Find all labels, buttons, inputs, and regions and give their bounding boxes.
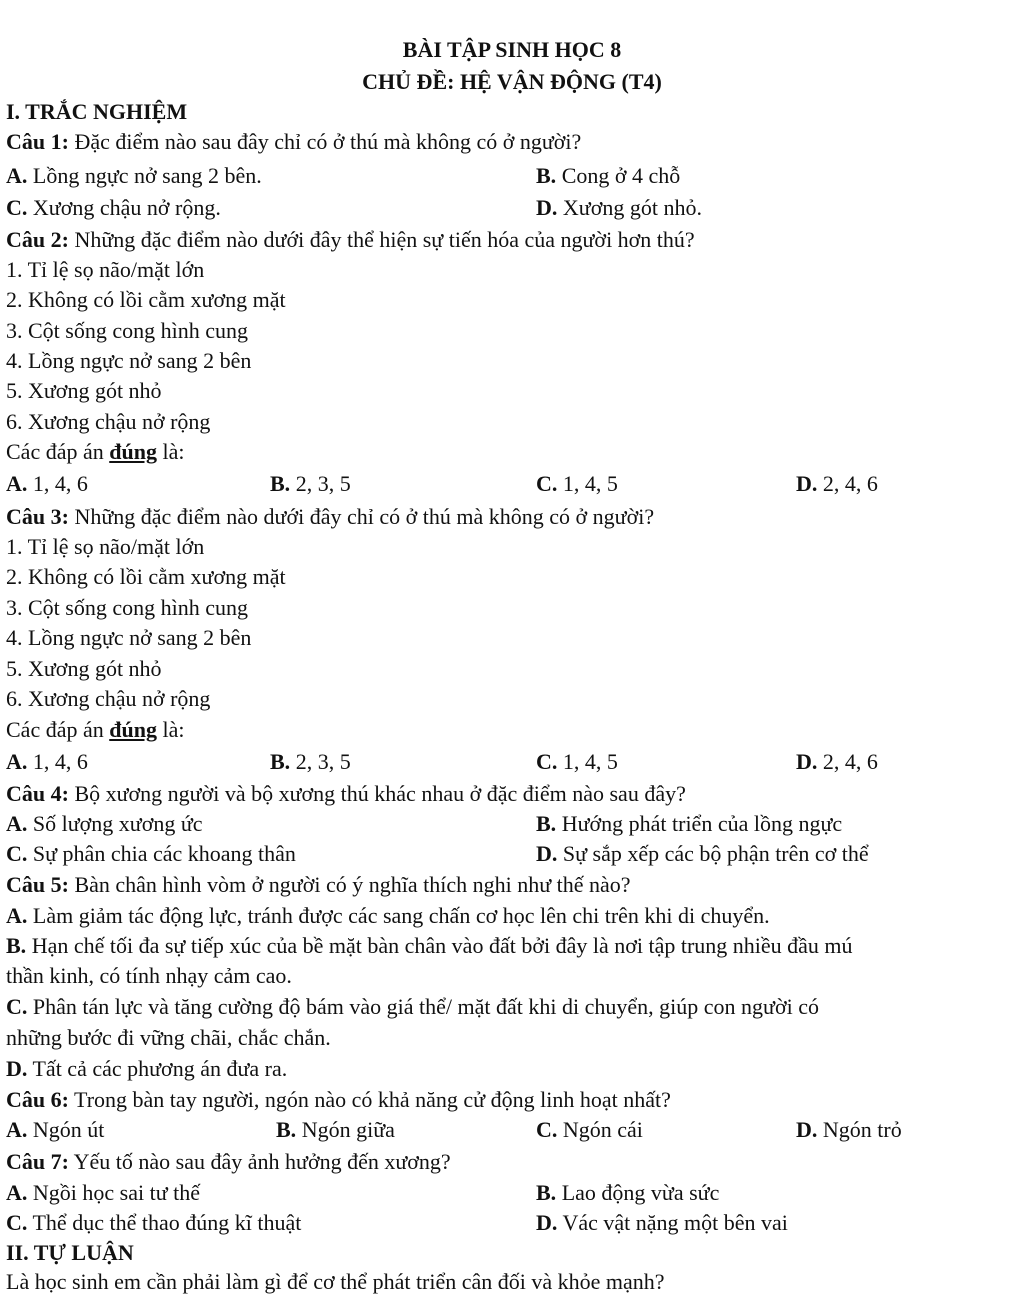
- option-d: D. 2, 4, 6: [796, 749, 878, 774]
- title-line-1: BÀI TẬP SINH HỌC 8: [402, 37, 622, 62]
- option-c-continued: những bước đi vững chãi, chắc chắn.: [6, 1025, 331, 1050]
- option-c: C. 1, 4, 5: [536, 471, 618, 496]
- option-a: A. Số lượng xương ức: [6, 811, 203, 836]
- option-b: B. 2, 3, 5: [270, 749, 351, 774]
- option-c: C. Phân tán lực và tăng cường độ bám vào giá thể/ mặt đất khi di chuyển, giúp con người có: [6, 994, 819, 1019]
- option-c: C. Xương chậu nở rộng.: [6, 195, 221, 220]
- option-c: C. 1, 4, 5: [536, 749, 618, 774]
- essay-question: Là học sinh em cần phải làm gì để cơ thể phát triển cân đối và khỏe mạnh?: [6, 1269, 665, 1294]
- list-item: 2. Không có lồi cằm xương mặt: [6, 564, 286, 589]
- answer-prompt: Các đáp án đúng là:: [6, 439, 185, 464]
- option-c: C. Sự phân chia các khoang thân: [6, 841, 296, 866]
- option-a: A. 1, 4, 6: [6, 749, 88, 774]
- list-item: 2. Không có lồi cằm xương mặt: [6, 287, 286, 312]
- question-3: Câu 3: Những đặc điểm nào dưới đây chỉ có ở thú mà không có ở người?: [6, 504, 655, 529]
- option-d: D. 2, 4, 6: [796, 471, 878, 496]
- list-item: 1. Tỉ lệ sọ não/mặt lớn: [6, 534, 205, 559]
- option-a: A. Ngón út: [6, 1117, 105, 1142]
- question-7: Câu 7: Yếu tố nào sau đây ảnh hưởng đến xương?: [6, 1149, 451, 1174]
- list-item: 3. Cột sống cong hình cung: [6, 318, 248, 343]
- question-text: Đặc điểm nào sau đây chỉ có ở thú mà không có ở người?: [68, 129, 582, 154]
- list-item: 4. Lồng ngực nở sang 2 bên: [6, 348, 252, 373]
- option-b: B. 2, 3, 5: [270, 471, 351, 496]
- list-item: 6. Xương chậu nở rộng: [6, 409, 211, 434]
- list-item: 6. Xương chậu nở rộng: [6, 686, 211, 711]
- question-5: Câu 5: Bàn chân hình vòm ở người có ý nghĩa thích nghi như thế nào?: [6, 872, 631, 897]
- option-b: B. Lao động vừa sức: [536, 1180, 720, 1205]
- question-1: [6, 128, 581, 156]
- answer-prompt: Các đáp án đúng là:: [6, 717, 185, 742]
- option-a: A. Làm giảm tác động lực, tránh được các sang chấn cơ học lên chi trên khi di chuyển.: [6, 903, 770, 928]
- list-item: 5. Xương gót nhỏ: [6, 378, 162, 403]
- option-a: A. Lồng ngực nở sang 2 bên.: [6, 163, 262, 188]
- option-b-continued: thần kinh, có tính nhạy cảm cao.: [6, 963, 292, 988]
- option-b: B. Hướng phát triển của lồng ngực: [536, 811, 843, 836]
- option-d: D. Vác vật nặng một bên vai: [536, 1210, 788, 1235]
- option-c: C. Ngón cái: [536, 1117, 643, 1142]
- section-heading-multiple-choice: I. TRẮC NGHIỆM: [6, 99, 188, 124]
- question-4: Câu 4: Bộ xương người và bộ xương thú khác nhau ở đặc điểm nào sau đây?: [6, 781, 686, 806]
- option-c: C. Thể dục thể thao đúng kĩ thuật: [6, 1210, 302, 1235]
- option-d: D. Tất cả các phương án đưa ra.: [6, 1056, 288, 1081]
- option-b: B. Ngón giữa: [276, 1117, 395, 1142]
- option-d: D. Sự sắp xếp các bộ phận trên cơ thể: [536, 841, 869, 866]
- list-item: 3. Cột sống cong hình cung: [6, 595, 248, 620]
- question-2: Câu 2: Những đặc điểm nào dưới đây thể hiện sự tiến hóa của người hơn thú?: [6, 227, 695, 252]
- option-a: A. Ngồi học sai tư thế: [6, 1180, 201, 1205]
- question-6: Câu 6: Trong bàn tay người, ngón nào có khả năng cử động linh hoạt nhất?: [6, 1087, 671, 1112]
- option-d: D. Ngón trỏ: [796, 1117, 902, 1142]
- question-label: Câu 1:: [6, 129, 69, 154]
- list-item: 4. Lồng ngực nở sang 2 bên: [6, 625, 252, 650]
- title-line-2: CHỦ ĐỀ: HỆ VẬN ĐỘNG (T4): [362, 69, 662, 94]
- list-item: 5. Xương gót nhỏ: [6, 656, 162, 681]
- option-d: D. Xương gót nhỏ.: [536, 195, 702, 220]
- list-item: 1. Tỉ lệ sọ não/mặt lớn: [6, 257, 205, 282]
- option-a: A. 1, 4, 6: [6, 471, 88, 496]
- option-b: B. Hạn chế tối đa sự tiếp xúc của bề mặt bàn chân vào đất bởi đây là nơi tập trung nhiều đầu mú: [6, 933, 853, 958]
- section-heading-essay: II. TỰ LUẬN: [6, 1240, 134, 1265]
- option-b: B. Cong ở 4 chỗ: [536, 163, 681, 188]
